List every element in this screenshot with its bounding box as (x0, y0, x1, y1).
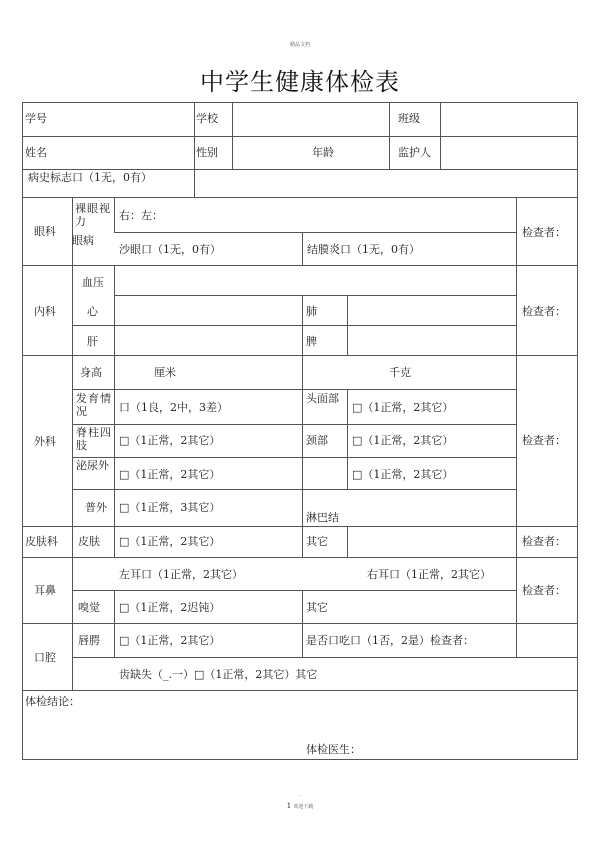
rule (22, 557, 578, 558)
conclusion-label: 体检结论： (25, 695, 80, 708)
name-label: 姓名 (25, 146, 47, 159)
page-number: 1 (286, 802, 292, 810)
internal-section-label: 内科 (34, 305, 56, 318)
guardian-label: 监护人 (398, 146, 431, 159)
spine-value: □（1正常，2其它） (119, 434, 221, 447)
rule (22, 265, 578, 266)
uro-right-value: □（1正常，2其它） (352, 468, 454, 481)
teeth-value: 齿缺失（_.一）□（1正常，2其它）其它 (119, 668, 318, 681)
head-value: □（1正常，2其它） (352, 401, 454, 414)
heart-label: 心 (87, 305, 98, 318)
neck-label: 颈部 (306, 434, 328, 447)
rule (194, 102, 195, 169)
vision-label: 裸眼视力 (75, 202, 111, 228)
ext-value: □（1正常，3其它） (119, 501, 221, 514)
age-label: 年龄 (312, 146, 334, 159)
mouth-section-label: 口腔 (34, 651, 56, 664)
rule (194, 169, 195, 197)
neck-value: □（1正常，2其它） (352, 434, 454, 447)
rule (72, 489, 516, 490)
rule (114, 590, 115, 657)
lung-label: 肺 (306, 305, 317, 318)
rule (389, 102, 390, 169)
skin-section-label: 皮肤科 (25, 535, 58, 548)
health-form (22, 102, 578, 759)
stutter-value: 是否口吃口（1否，2是）检查者： (306, 634, 474, 647)
vision-value: 右：左： (119, 209, 163, 222)
rule (302, 590, 303, 657)
smell-label: 嗅觉 (78, 601, 100, 614)
development-value: 口（1良，2中，3差） (119, 401, 228, 414)
rule (72, 657, 578, 658)
doctor-label: 体检医生： (306, 743, 361, 756)
rule (302, 295, 303, 355)
eye-examiner-label: 检查者： (522, 226, 566, 239)
rule (347, 389, 348, 489)
student-id-label: 学号 (25, 112, 47, 125)
lips-label: 唇腭 (78, 634, 100, 647)
lymph-label: 淋巴结 (306, 511, 339, 524)
ent-other-label: 其它 (306, 601, 328, 614)
uro-label: 泌尿外 (76, 459, 109, 472)
rule (72, 197, 73, 690)
history-label: 病史标志口（1无，0有） (28, 171, 152, 184)
rule (114, 197, 115, 232)
rule (22, 526, 578, 527)
rule (440, 102, 441, 169)
rule (72, 325, 516, 326)
rule (72, 389, 516, 390)
rule (516, 197, 517, 623)
rule (22, 136, 578, 137)
smell-value: □（1正常，2迟钝） (119, 601, 221, 614)
rule (22, 102, 23, 759)
uro-value: □（1正常，2其它） (119, 468, 221, 481)
skin-other-label: 其它 (306, 535, 328, 548)
rule (22, 102, 578, 103)
page-title: 中学生健康体检表 (200, 68, 400, 96)
rule (302, 232, 303, 265)
rule (302, 355, 303, 557)
rule (114, 232, 516, 233)
rule (577, 102, 578, 759)
bp-label: 血压 (82, 276, 104, 289)
conjunctivitis-value: 结膜炎口（1无，0有） (307, 243, 420, 256)
left-ear-value: 左耳口（1正常，2其它） (119, 568, 243, 581)
skin-label: 皮肤 (78, 535, 100, 548)
header-note: 精品文档 (289, 42, 310, 48)
rule (347, 526, 348, 557)
footer-dots: .. (297, 792, 303, 798)
rule (232, 102, 233, 136)
rule (114, 295, 516, 296)
rule (232, 136, 233, 169)
eye-disease-label: 眼病 (72, 234, 94, 247)
rule (516, 623, 517, 657)
height-unit: 厘米 (154, 366, 176, 379)
height-label: 身高 (80, 366, 102, 379)
surgery-section-label: 外科 (34, 435, 56, 448)
rule (22, 169, 578, 170)
weight-unit: 千克 (389, 366, 411, 379)
ent-examiner-label: 检查者： (522, 584, 566, 597)
rule (347, 295, 348, 355)
rule (22, 355, 578, 356)
trachoma-value: 沙眼口（1无，0有） (119, 243, 221, 256)
class-label: 班级 (398, 112, 420, 125)
right-ear-value: 右耳口（1正常，2其它） (367, 568, 491, 581)
gender-label: 性别 (196, 146, 218, 159)
eye-section-label: 眼科 (34, 225, 56, 238)
development-label: 发育情况 (76, 392, 112, 418)
school-label: 学校 (196, 112, 218, 125)
lips-value: □（1正常，2其它） (119, 634, 221, 647)
head-label: 头面部 (306, 392, 339, 405)
page-footer (0, 802, 600, 810)
footer-text: 欢迎下载 (293, 804, 314, 810)
rule (72, 590, 516, 591)
rule (22, 759, 578, 760)
rule (72, 457, 516, 458)
rule (22, 690, 578, 691)
spleen-label: 脾 (306, 335, 317, 348)
ent-section-label: 耳鼻 (34, 584, 56, 597)
skin-examiner-label: 检查者： (522, 535, 566, 548)
skin-value: □（1正常，2其它） (119, 535, 221, 548)
liver-label: 肝 (87, 335, 98, 348)
rule (72, 424, 516, 425)
internal-examiner-label: 检查者： (522, 305, 566, 318)
rule (22, 623, 578, 624)
spine-label: 脊柱四肢 (76, 426, 112, 452)
ext-label: 普外 (85, 501, 107, 514)
rule (22, 197, 578, 198)
surgery-examiner-label: 检查者： (522, 434, 566, 447)
